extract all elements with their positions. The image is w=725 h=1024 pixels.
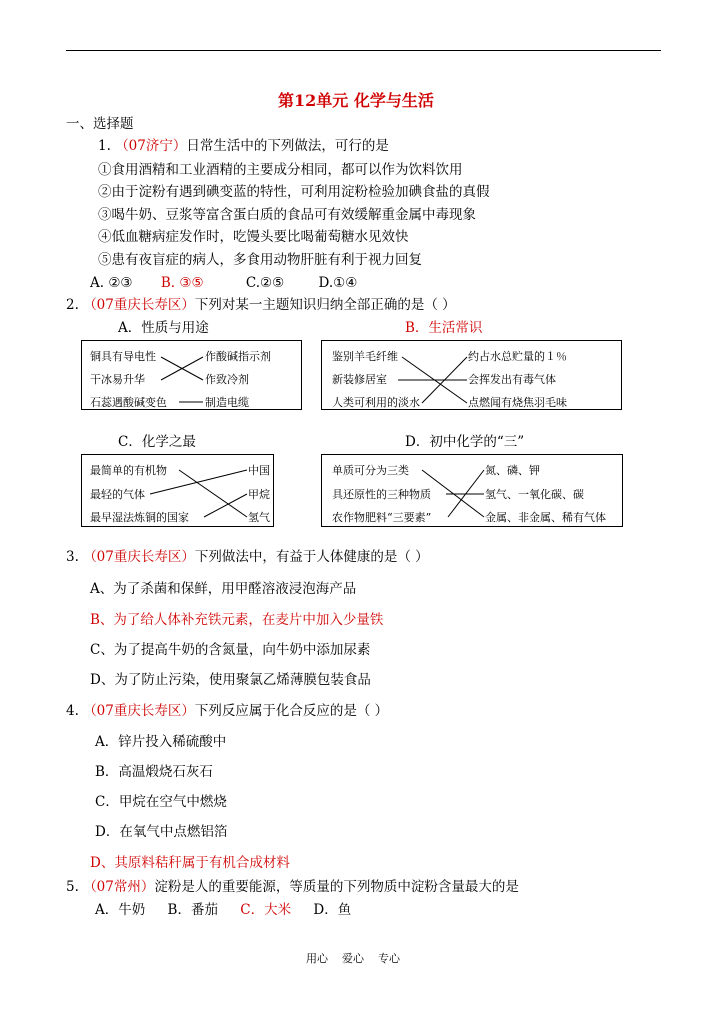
question-5 — [66, 881, 519, 895]
q2-stem: 下列对某一主题知识归纳全部正确的是（ ） — [194, 297, 456, 313]
q2b-right-3: 点燃闻有烧焦羽毛味 — [468, 396, 567, 409]
q2b-right-1: 约占水总贮量的１％ — [468, 350, 567, 363]
q2a-left-1: 铜具有导电性 — [90, 350, 156, 363]
q1-item-2: ②由于淀粉有遇到碘变蓝的特性，可利用淀粉检验加碘食盐的真假 — [98, 184, 490, 200]
q1-item-4: ④低血糖病症发作时，吃馒头要比喝葡萄糖水见效快 — [98, 229, 409, 245]
q2-box-a-label: A．性质与用途 — [118, 320, 209, 336]
q1-option-a: A. ②③ — [90, 275, 133, 291]
q5-option-d: D．鱼 — [313, 902, 352, 918]
q5-stem: 淀粉是人的重要能源，等质量的下列物质中淀粉含量最大的是 — [154, 879, 519, 895]
q1-option-d: D.①④ — [318, 275, 358, 291]
q2d-right-1: 氮、磷、钾 — [485, 464, 540, 477]
q2-box-a — [81, 340, 302, 410]
q2c-left-2: 最轻的气体 — [90, 488, 145, 501]
q1-option-b: B. ③⑤ — [160, 275, 204, 291]
q2a-right-1: 作酸碱指示剂 — [205, 350, 271, 363]
q4-source: （07重庆长寿区） — [83, 703, 195, 719]
q2b-left-2: 新装修居室 — [332, 373, 387, 386]
q2a-left-3: 石蕊遇酸碱变色 — [90, 396, 167, 409]
q2a-right-3: 制造电缆 — [205, 396, 249, 409]
q5-option-a: A．牛奶 — [95, 902, 146, 918]
q3-option-c: C、为了提高牛奶的含氮量，向牛奶中添加尿素 — [90, 642, 371, 658]
q4-option-c: C．甲烷在空气中燃烧 — [95, 794, 227, 810]
q2d-left-3: 农作物肥料“三要素” — [332, 511, 432, 524]
q2-box-c — [81, 454, 274, 527]
q5-source: （07常州） — [83, 879, 155, 895]
q4-option-d: D．在氧气中点燃铝箔 — [95, 824, 228, 840]
q1-item-3: ③喝牛奶、豆浆等富含蛋白质的食品可有效缓解重金属中毒现象 — [98, 207, 476, 223]
q2-box-d — [321, 454, 623, 527]
q2-box-b — [321, 340, 622, 410]
question-3 — [66, 551, 429, 565]
q2-box-c-label: C．化学之最 — [118, 434, 196, 450]
q1-option-c: C.②⑤ — [245, 275, 285, 291]
q4-option-b: B．高温煅烧石灰石 — [95, 764, 213, 780]
q2d-right-3: 金属、非金属、稀有气体 — [485, 511, 606, 524]
q1-item-5: ⑤患有夜盲症的病人，多食用动物肝脏有利于视力回复 — [98, 252, 422, 268]
page-title: 第12单元 化学与生活 — [278, 91, 434, 110]
q2c-left-1: 最简单的有机物 — [90, 464, 167, 477]
q2c-right-1: 中国 — [248, 464, 270, 477]
q2-source: （07重庆长寿区） — [83, 297, 195, 313]
q4-option-extra — [90, 857, 290, 871]
section-heading: 一、选择题 — [66, 116, 134, 132]
q2d-left-1: 单质可分为三类 — [332, 464, 409, 477]
q2c-left-3: 最早湿法炼铜的国家 — [90, 511, 189, 524]
q3-option-b: B、为了给人体补充铁元素，在麦片中加入少量铁 — [90, 612, 384, 628]
q2-box-d-label: D．初中化学的“三” — [405, 434, 525, 450]
q4-option-a: A．锌片投入稀硫酸中 — [95, 734, 227, 750]
q2b-left-3: 人类可利用的淡水 — [332, 396, 420, 409]
q2a-right-2: 作致冷剂 — [205, 373, 249, 386]
q1-stem: 日常生活中的下列做法，可行的是 — [186, 138, 389, 154]
q2b-right-2: 会挥发出有毒气体 — [468, 373, 556, 386]
q3-option-d: D、为了防止污染，使用聚氯乙烯薄膜包装食品 — [90, 672, 371, 688]
question-1 — [98, 140, 389, 154]
q2a-left-2: 干冰易升华 — [90, 373, 145, 386]
q4-number: 4. — [66, 703, 79, 719]
q3-number: 3. — [66, 549, 79, 565]
q2d-left-2: 具还原性的三种物质 — [332, 488, 431, 501]
q2b-left-1: 鉴别羊毛纤维 — [332, 350, 398, 363]
q1-options — [90, 277, 357, 291]
q4-stem: 下列反应属于化合反应的是（ ） — [194, 703, 389, 719]
question-2 — [66, 299, 456, 313]
q1-source: （07济宁） — [115, 138, 187, 154]
page-footer: 用心 爱心 专心 — [306, 952, 400, 965]
header-rule — [66, 50, 661, 51]
q1-item-1: ①食用酒精和工业酒精的主要成分相同，都可以作为饮料饮用 — [98, 162, 463, 178]
q1-number: 1. — [98, 138, 111, 154]
q2d-right-2: 氢气、一氧化碳、碳 — [485, 488, 584, 501]
q4-option-extra-letter: D、其原料秸秆属于有机合成材料 — [90, 855, 290, 871]
q3-source: （07重庆长寿区） — [83, 549, 195, 565]
q3-stem: 下列做法中，有益于人体健康的是（ ） — [194, 549, 429, 565]
question-4 — [66, 705, 388, 719]
q5-option-c: C．大米 — [240, 902, 292, 918]
q2-number: 2. — [66, 297, 79, 313]
q2c-right-3: 氢气 — [248, 511, 270, 524]
q2-box-b-label: B．生活常识 — [405, 320, 483, 336]
q5-number: 5. — [66, 879, 79, 895]
q5-options — [95, 904, 351, 918]
q2c-right-2: 甲烷 — [248, 488, 270, 501]
q5-option-b: B．番茄 — [167, 902, 218, 918]
q3-option-a: A、为了杀菌和保鲜，用甲醛溶液浸泡海产品 — [90, 581, 357, 597]
